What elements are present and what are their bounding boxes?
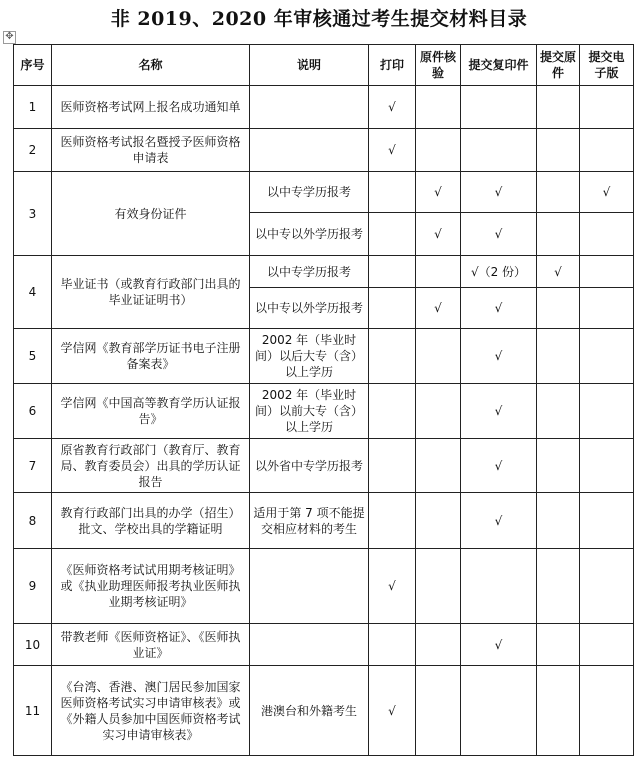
header-submit-original: 提交原件 xyxy=(537,45,580,86)
row-desc: 以中专学历报考 xyxy=(250,256,369,288)
row-seq: 9 xyxy=(14,549,52,624)
row-name: 学信网《中国高等教育学历认证报告》 xyxy=(52,384,250,439)
check-mark: √ xyxy=(369,666,416,756)
table-row xyxy=(14,624,634,666)
check-mark: √ xyxy=(461,493,537,549)
row-name: 原省教育行政部门（教育厅、教育局、教育委员会）出具的学历认证报告 xyxy=(52,439,250,493)
row-name: 教育行政部门出具的办学（招生）批文、学校出具的学籍证明 xyxy=(52,493,250,549)
header-seq: 序号 xyxy=(14,45,52,86)
row-desc: 适用于第 7 项不能提交相应材料的考生 xyxy=(250,493,369,549)
row-seq: 6 xyxy=(14,384,52,439)
row-desc xyxy=(250,549,369,624)
row-seq: 8 xyxy=(14,493,52,549)
table-row xyxy=(14,329,634,384)
row-name: 毕业证书（或教育行政部门出具的毕业证证明书） xyxy=(52,256,250,329)
table-row xyxy=(14,256,634,288)
row-name: 医师资格考试报名暨授予医师资格申请表 xyxy=(52,129,250,172)
row-name: 医师资格考试网上报名成功通知单 xyxy=(52,86,250,129)
row-desc: 以外省中专学历报考 xyxy=(250,439,369,493)
row-seq: 5 xyxy=(14,329,52,384)
copy-two-copies: √（2 份） xyxy=(461,256,537,288)
table-row xyxy=(14,666,634,756)
row-desc xyxy=(250,624,369,666)
row-desc: 以中专以外学历报考 xyxy=(250,213,369,256)
check-mark: √ xyxy=(461,329,537,384)
row-name: 带教老师《医师资格证》、《医师执业证》 xyxy=(52,624,250,666)
row-desc: 港澳台和外籍考生 xyxy=(250,666,369,756)
table-row xyxy=(14,384,634,439)
check-mark: √ xyxy=(416,288,461,329)
table-row xyxy=(14,86,634,129)
check-mark: √ xyxy=(369,549,416,624)
table-row xyxy=(14,493,634,549)
row-seq: 1 xyxy=(14,86,52,129)
materials-table xyxy=(13,44,634,756)
check-mark: √ xyxy=(369,129,416,172)
row-name: 有效身份证件 xyxy=(52,172,250,256)
table-row xyxy=(14,172,634,213)
check-mark: √ xyxy=(580,172,634,213)
check-mark: √ xyxy=(461,172,537,213)
table-row xyxy=(14,439,634,493)
row-name: 《医师资格考试试用期考核证明》或《执业助理医师报考执业医师执业期考核证明》 xyxy=(52,549,250,624)
header-original-check: 原件核验 xyxy=(416,45,461,86)
document-title: 非 2019、2020 年审核通过考生提交材料目录 xyxy=(110,8,528,30)
header-name: 名称 xyxy=(52,45,250,86)
check-mark: √ xyxy=(461,384,537,439)
header-row xyxy=(14,45,634,86)
row-seq: 4 xyxy=(14,256,52,329)
table-row xyxy=(14,549,634,624)
row-seq: 10 xyxy=(14,624,52,666)
row-name: 《台湾、香港、澳门居民参加国家医师资格考试实习申请审核表》或《外籍人员参加中国医师资格考试实习申请审核表》 xyxy=(52,666,250,756)
check-mark: √ xyxy=(416,172,461,213)
row-seq: 3 xyxy=(14,172,52,256)
header-submit-electronic: 提交电子版 xyxy=(580,45,634,86)
row-desc: 2002 年（毕业时间）以后大专（含）以上学历 xyxy=(250,329,369,384)
row-seq: 7 xyxy=(14,439,52,493)
check-mark: √ xyxy=(461,439,537,493)
check-mark: √ xyxy=(461,288,537,329)
row-desc: 以中专学历报考 xyxy=(250,172,369,213)
check-mark: √ xyxy=(416,213,461,256)
header-desc: 说明 xyxy=(250,45,369,86)
move-handle-icon[interactable]: ✥ xyxy=(3,31,16,44)
check-mark: √ xyxy=(461,213,537,256)
row-desc xyxy=(250,86,369,129)
check-mark: √ xyxy=(461,624,537,666)
check-mark: √ xyxy=(537,256,580,288)
row-desc xyxy=(250,129,369,172)
table-row xyxy=(14,129,634,172)
header-submit-copy: 提交复印件 xyxy=(461,45,537,86)
row-desc: 以中专以外学历报考 xyxy=(250,288,369,329)
header-print: 打印 xyxy=(369,45,416,86)
check-mark: √ xyxy=(369,86,416,129)
row-seq: 2 xyxy=(14,129,52,172)
row-seq: 11 xyxy=(14,666,52,756)
row-name: 学信网《教育部学历证书电子注册备案表》 xyxy=(52,329,250,384)
row-desc: 2002 年（毕业时间）以前大专（含）以上学历 xyxy=(250,384,369,439)
